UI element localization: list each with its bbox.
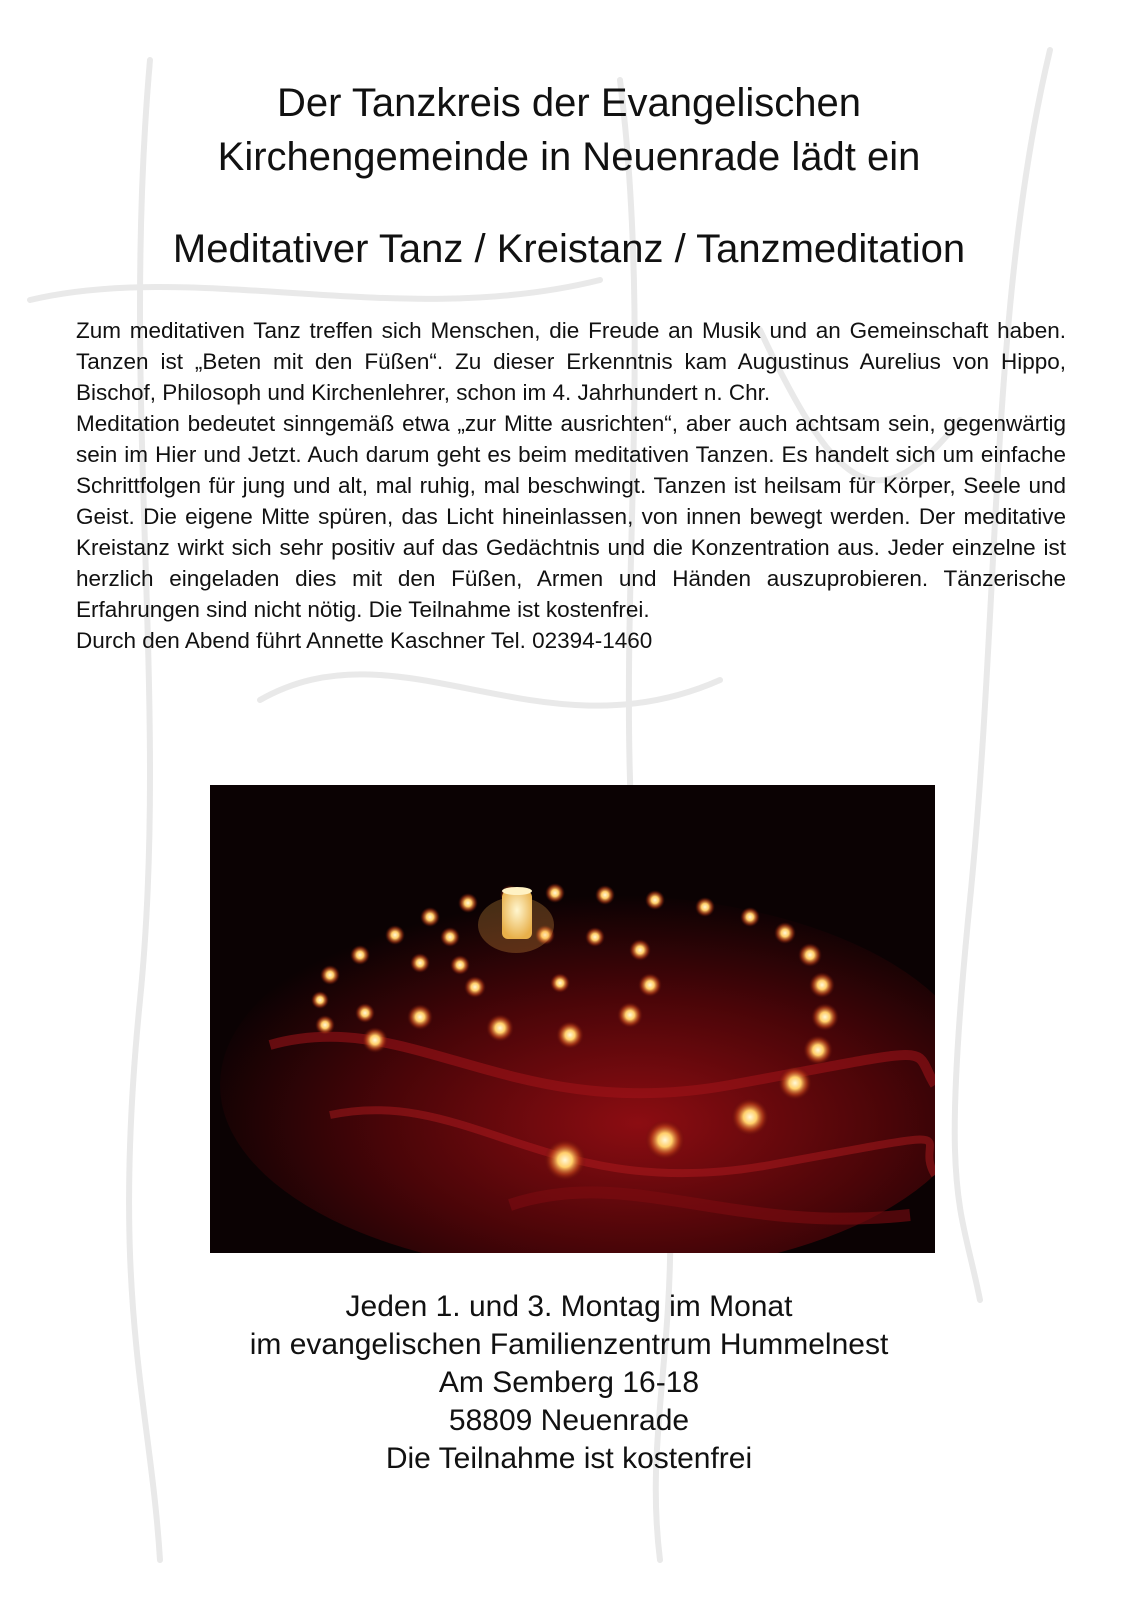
candle-spiral-photo (210, 785, 935, 1253)
description-text (76, 315, 1066, 656)
event-fee: Die Teilnahme ist kostenfrei (385, 1442, 753, 1475)
contact-line: Durch den Abend führt Annette Kaschner Tel. 02394-1460 (76, 628, 653, 653)
event-city: 58809 Neuenrade (448, 1404, 690, 1437)
event-schedule: Jeden 1. und 3. Montag im Monat (345, 1290, 793, 1323)
event-street: Am Semberg 16-18 (438, 1366, 700, 1399)
title-line-2: Kirchengemeinde in Neuenrade lädt ein (217, 135, 921, 179)
description-paragraph-2: Meditation bedeutet sinngemäß etwa „zur Mitte ausrichten“, aber auch achtsam sein, gegenwärtig sein im Hier und Jetzt. Auch darum geht es beim meditativen Tanzen. Es handelt sich um einfache Schrittfolgen für jung und alt, mal ruhig, mal beschwingt. Tanzen ist heilsam für Körper, Seele und Geist. Die eigene Mitte spüren, das Licht hineinlassen, von innen bewegt werden. Der meditative Kreistanz wirkt sich sehr positiv auf das Gedächtnis und die Konzentration aus. Jeder einzelne ist herzlich eingeladen dies mit den Füßen, Armen und Händen auszuprobieren. Tänzerische Erfahrungen sind nicht nötig. Die Teilnahme ist kostenfrei. (76, 411, 1066, 622)
description-paragraph-1: Zum meditativen Tanz treffen sich Menschen, die Freude an Musik und an Gemeinschaft haben. Tanzen ist „Beten mit den Füßen“. Zu dieser Erkenntnis kam Augustinus Aurelius von Hippo, Bischof, Philosoph und Kirchenlehrer, schon im 4. Jahrhundert n. Chr. (76, 318, 1066, 405)
candle-spiral-image (210, 785, 935, 1253)
event-details (0, 1288, 1138, 1478)
title-line-1: Der Tanzkreis der Evangelischen (276, 81, 861, 125)
flyer-subtitle: Meditativer Tanz / Kreistanz / Tanzmeditation (172, 227, 966, 271)
flyer-title (0, 76, 1138, 184)
event-venue: im evangelischen Familienzentrum Hummelnest (249, 1328, 889, 1361)
